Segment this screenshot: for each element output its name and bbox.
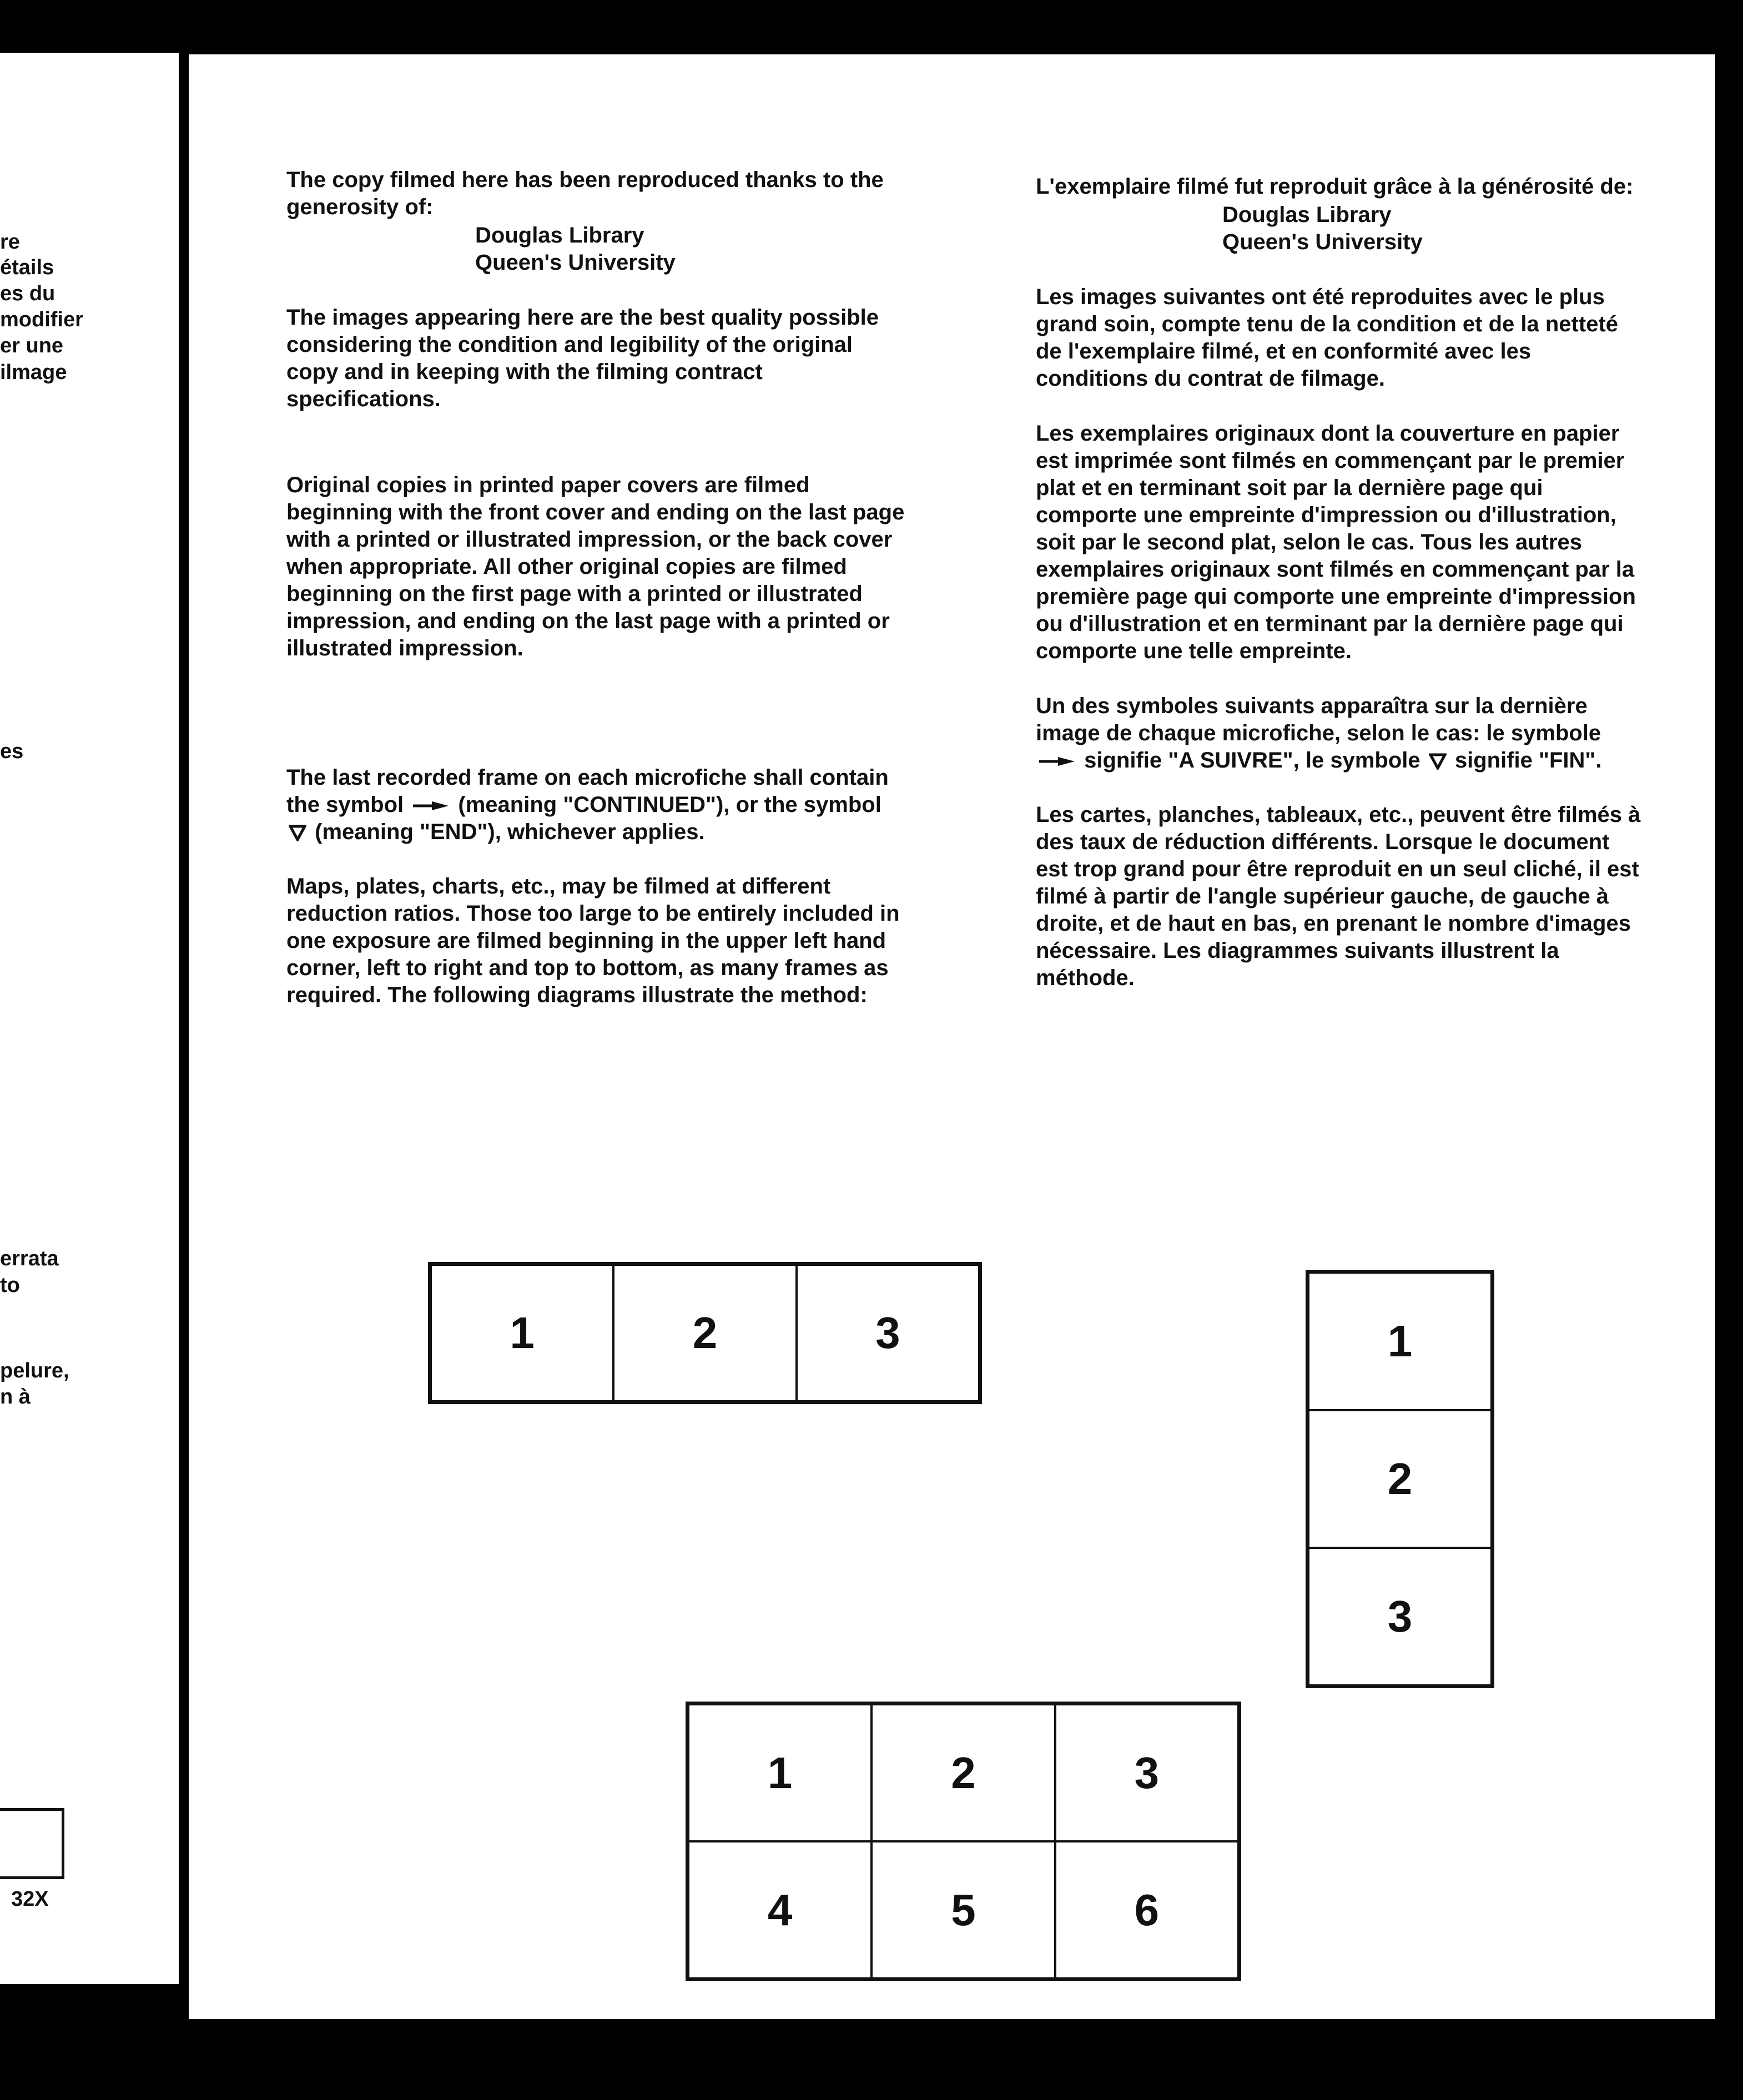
end-triangle-icon	[289, 825, 306, 841]
left-fragment: étails	[0, 256, 54, 279]
diagram-grid-cell: 1	[688, 1704, 872, 1841]
french-library-name: Douglas Library	[1222, 203, 1392, 227]
english-intro: The copy filmed here has been reproduced thanks to the generosity of:	[286, 168, 884, 219]
english-paragraph-maps: Maps, plates, charts, etc., may be filmed at different reduction ratios. Those too large to be entirely included in one exposure are filmed beginning in the upper left hand corner, left to right and top to bottom, as many frames as required. The following diagrams illustrate the method:	[286, 874, 900, 1007]
french-paragraph-symbols	[1036, 693, 1641, 774]
english-column	[286, 166, 908, 1009]
french-university-name: Queen's University	[1222, 230, 1423, 254]
left-fragment: er une	[0, 334, 64, 357]
french-symbols-text-b: signifie "A SUIVRE", le symbole	[1084, 748, 1420, 773]
diagram-grid-cell: 4	[688, 1841, 872, 1978]
french-paragraph-maps: Les cartes, planches, tableaux, etc., peuvent être filmés à des taux de réduction différents. Lorsque le document est trop grand pour être reproduit en un seul cliché, il est filmé à partir de l'angle supérieur gauche, de gauche à droite, et de haut en bas, en prenant le nombre d'images nécessaire. Les diagrammes suivants illustrent la méthode.	[1036, 802, 1641, 990]
diagram-column-cell: 2	[1308, 1410, 1492, 1548]
left-fragment: n à	[0, 1385, 31, 1409]
diagram-row-cell: 3	[797, 1265, 979, 1401]
french-paragraph-originals: Les exemplaires originaux dont la couverture en papier est imprimée sont filmés en commençant par le premier plat et en terminant soit par la dernière page qui comporte une empreinte d'impression ou d'illustration, soit par le second plat, selon le cas. Tous les autres exemplaires originaux sont filmés en commençant par la première page qui comporte une empreinte d'impression ou d'illustration et en terminant par la dernière page qui comporte une telle empreinte.	[1036, 421, 1636, 663]
english-library-name: Douglas Library	[475, 223, 644, 248]
left-fragment: re	[0, 230, 20, 254]
diagram-row	[428, 1262, 982, 1404]
diagram-row-cell: 1	[431, 1265, 613, 1401]
diagram-grid-cell: 5	[872, 1841, 1055, 1978]
english-paragraph-symbols	[286, 764, 908, 846]
english-paragraph-quality: The images appearing here are the best quality possible considering the condition and legibility of the original copy and in keeping with the filming contract specifications.	[286, 305, 879, 411]
english-symbols-text-a: The last recorded frame on each microfiche shall contain the symbol	[286, 765, 889, 817]
english-paragraph-originals: Original copies in printed paper covers are filmed beginning with the front cover and ending on the last page with a printed or illustrated impression, or the back cover when appropriate. All other original copies are filmed beginning on the first page with a printed or illustrated impression, and ending on the last page with a printed or illustrated impression.	[286, 473, 905, 660]
french-library-block	[1222, 201, 1641, 256]
diagram-grid-cell: 6	[1055, 1841, 1238, 1978]
french-paragraph-quality: Les images suivantes ont été reproduites avec le plus grand soin, compte tenu de la condition et de la netteté de l'exemplaire filmé, et en conformité avec les conditions du contrat de filmage.	[1036, 285, 1619, 391]
diagram-grid-cell: 3	[1055, 1704, 1238, 1841]
diagram-grid-cell: 2	[872, 1704, 1055, 1841]
left-fragment-32x: 32X	[11, 1887, 49, 1911]
left-fragment: es	[0, 740, 24, 763]
english-symbols-text-b: (meaning "CONTINUED"), or the symbol	[458, 792, 881, 817]
left-fragment: pelure,	[0, 1359, 69, 1382]
continued-arrow-icon	[1038, 756, 1076, 767]
french-symbols-text-c: signifie "FIN".	[1454, 748, 1602, 773]
left-fragment: modifier	[0, 308, 83, 331]
left-fragment: errata	[0, 1247, 59, 1270]
diagram-grid	[686, 1702, 1241, 1981]
french-intro: L'exemplaire filmé fut reproduit grâce à la générosité de:	[1036, 174, 1634, 199]
left-fragment: to	[0, 1274, 20, 1297]
english-symbols-text-c: (meaning "END"), whichever applies.	[315, 820, 705, 844]
french-column	[1036, 173, 1641, 992]
diagram-column-cell: 3	[1308, 1548, 1492, 1685]
resolution-target-box	[0, 1808, 64, 1879]
continued-arrow-icon	[412, 800, 450, 811]
left-fragment: ilmage	[0, 361, 67, 384]
english-university-name: Queen's University	[475, 250, 676, 275]
english-library-block	[475, 222, 908, 276]
diagram-column	[1306, 1270, 1494, 1688]
diagram-row-cell: 2	[613, 1265, 796, 1401]
diagram-column-cell: 1	[1308, 1273, 1492, 1410]
left-fragment: es du	[0, 282, 56, 305]
french-symbols-text-a: Un des symboles suivants apparaîtra sur la dernière image de chaque microfiche, selon le cas: le symbole	[1036, 694, 1601, 745]
end-triangle-icon	[1429, 753, 1447, 770]
